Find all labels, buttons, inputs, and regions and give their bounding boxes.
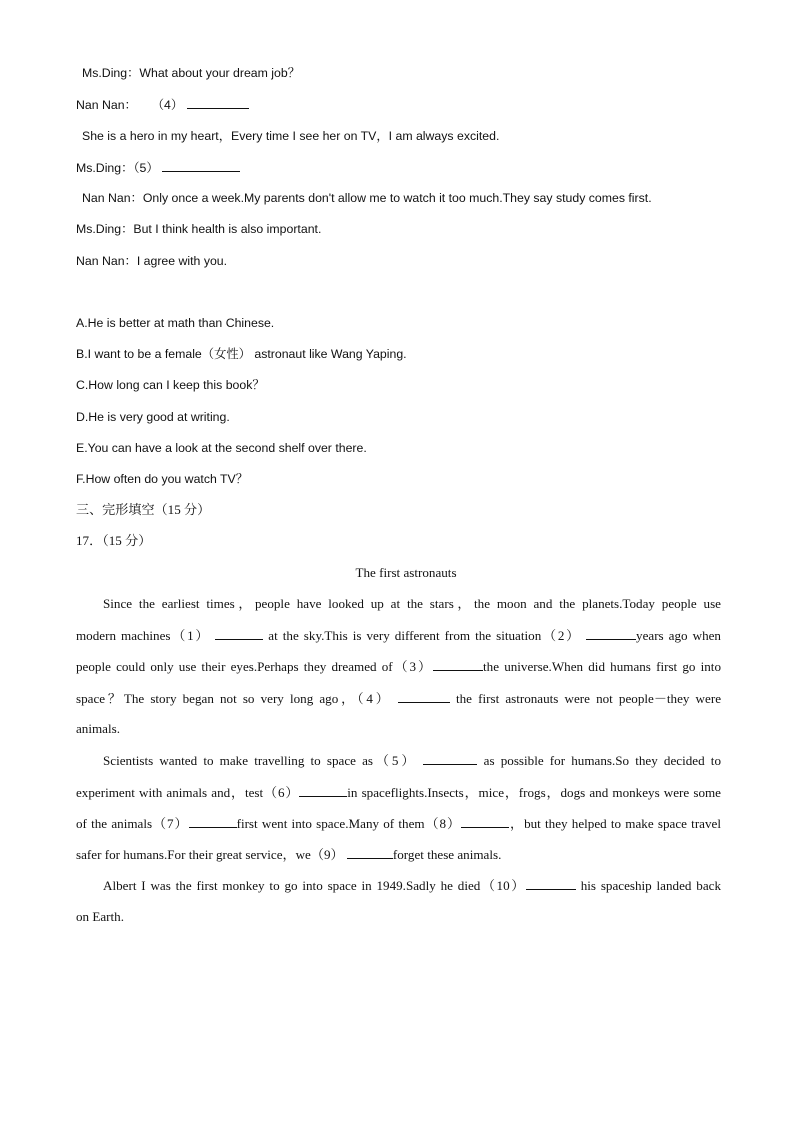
passage-text: as possible for humans.So they decided to [483,753,721,768]
passage-title: The first astronauts [355,565,457,580]
blank-number-5: （5） [133,161,159,175]
question-number [76,533,151,549]
passage-text: of the animals（7） [76,816,189,831]
answer-blank-9[interactable] [347,846,393,859]
passage-text: the universe.When did humans first go into [483,659,721,674]
passage-p1-line-5 [76,721,120,737]
passage-p2-line-3 [76,815,721,832]
passage-text: his spaceship landed back [580,878,721,893]
dialogue-line-5 [82,190,652,206]
question-number-text: 17．（15 分） [76,533,152,548]
passage-text: safer for humans.For their great service，we（9） [76,847,344,862]
option-text: D.He is very good at writing. [76,410,230,424]
dialogue-line-7 [76,253,227,269]
dialogue-text: Ms.Ding：But I think health is also important. [76,222,322,236]
option-d [76,409,230,425]
answer-blank-5[interactable] [162,159,240,172]
dialogue-speaker: Ms.Ding： [76,161,134,175]
passage-p1-line-2 [76,627,721,644]
answer-blank-4b[interactable] [398,690,450,703]
option-text: A.He is better at math than Chinese. [76,316,275,330]
dialogue-line-4 [76,159,240,176]
dialogue-text: Ms.Ding：What about your dream job？ [82,66,301,80]
option-a [76,315,274,331]
passage-text: ，but they helped to make space travel [509,816,721,831]
answer-blank-7[interactable] [189,815,237,828]
passage-text: Albert I was the first monkey to go into space in 1949.Sadly he died（10） [103,878,526,893]
passage-p2-line-2 [76,784,721,801]
section-heading-text: 三、完形填空（15 分） [76,502,211,517]
passage-text: experiment with animals and，test（6） [76,785,300,800]
dialogue-line-3 [82,128,499,144]
answer-blank-6[interactable] [299,784,347,797]
answer-blank-5b[interactable] [423,752,477,765]
section-heading [76,502,210,518]
option-f [76,471,248,487]
dialogue-text: Nan Nan：I agree with you. [76,254,228,268]
answer-blank-8[interactable] [461,815,509,828]
option-text: E.You can have a look at the second shelf over there. [76,441,367,455]
passage-text: the first astronauts were not people－they were [456,691,722,706]
passage-text: animals. [76,721,120,736]
passage-p2-line-1 [103,752,721,769]
passage-p2-line-4 [76,846,501,863]
answer-blank-3[interactable] [433,658,483,671]
passage-text: Since the earliest times，people have looked up at the stars，the moon and the planets.Today people use [103,596,721,611]
option-c [76,377,265,393]
passage-text: years ago when [636,628,721,643]
answer-blank-1[interactable] [215,627,263,640]
passage-text: people could only use their eyes.Perhaps they dreamed of（3） [76,659,434,674]
passage-p1-line-4 [76,690,721,707]
passage-text: on Earth. [76,909,124,924]
passage-text: at the sky.This is very different from the situation（2） [268,628,581,643]
dialogue-line-6 [76,221,321,237]
answer-blank-2[interactable] [586,627,636,640]
passage-text: Scientists wanted to make travelling to space as（5） [103,753,418,768]
option-text: F.How often do you watch TV？ [76,472,249,486]
passage-p1-line-1 [103,596,721,612]
blank-number-4: （4） [151,98,184,112]
passage-p3-line-1 [103,877,721,894]
option-text: B.I want to be a female（女性） astronaut like Wang Yaping. [76,347,407,361]
option-text: C.How long can I keep this book？ [76,378,265,392]
answer-blank-4[interactable] [187,96,249,109]
dialogue-line-1 [82,65,300,81]
passage-p3-line-2 [76,909,124,925]
dialogue-text: Nan Nan：Only once a week.My parents don't allow me to watch it too much.They say study comes first. [82,191,652,205]
passage-text: space？The story began not so very long ago，（4） [76,691,392,706]
dialogue-speaker: Nan Nan： [76,98,137,112]
passage-text: modern machines（1） [76,628,211,643]
answer-blank-10[interactable] [526,877,576,890]
option-b [76,346,407,362]
passage-p1-line-3 [76,658,721,675]
dialogue-text: She is a hero in my heart，Every time I see her on TV，I am always excited. [82,129,500,143]
dialogue-line-2 [76,96,249,113]
option-e [76,440,367,456]
passage-text: forget these animals. [392,847,502,862]
passage-text: in spaceflights.Insects，mice，frogs，dogs and monkeys were some [347,785,721,800]
passage-text: first went into space.Many of them（8） [236,816,462,831]
